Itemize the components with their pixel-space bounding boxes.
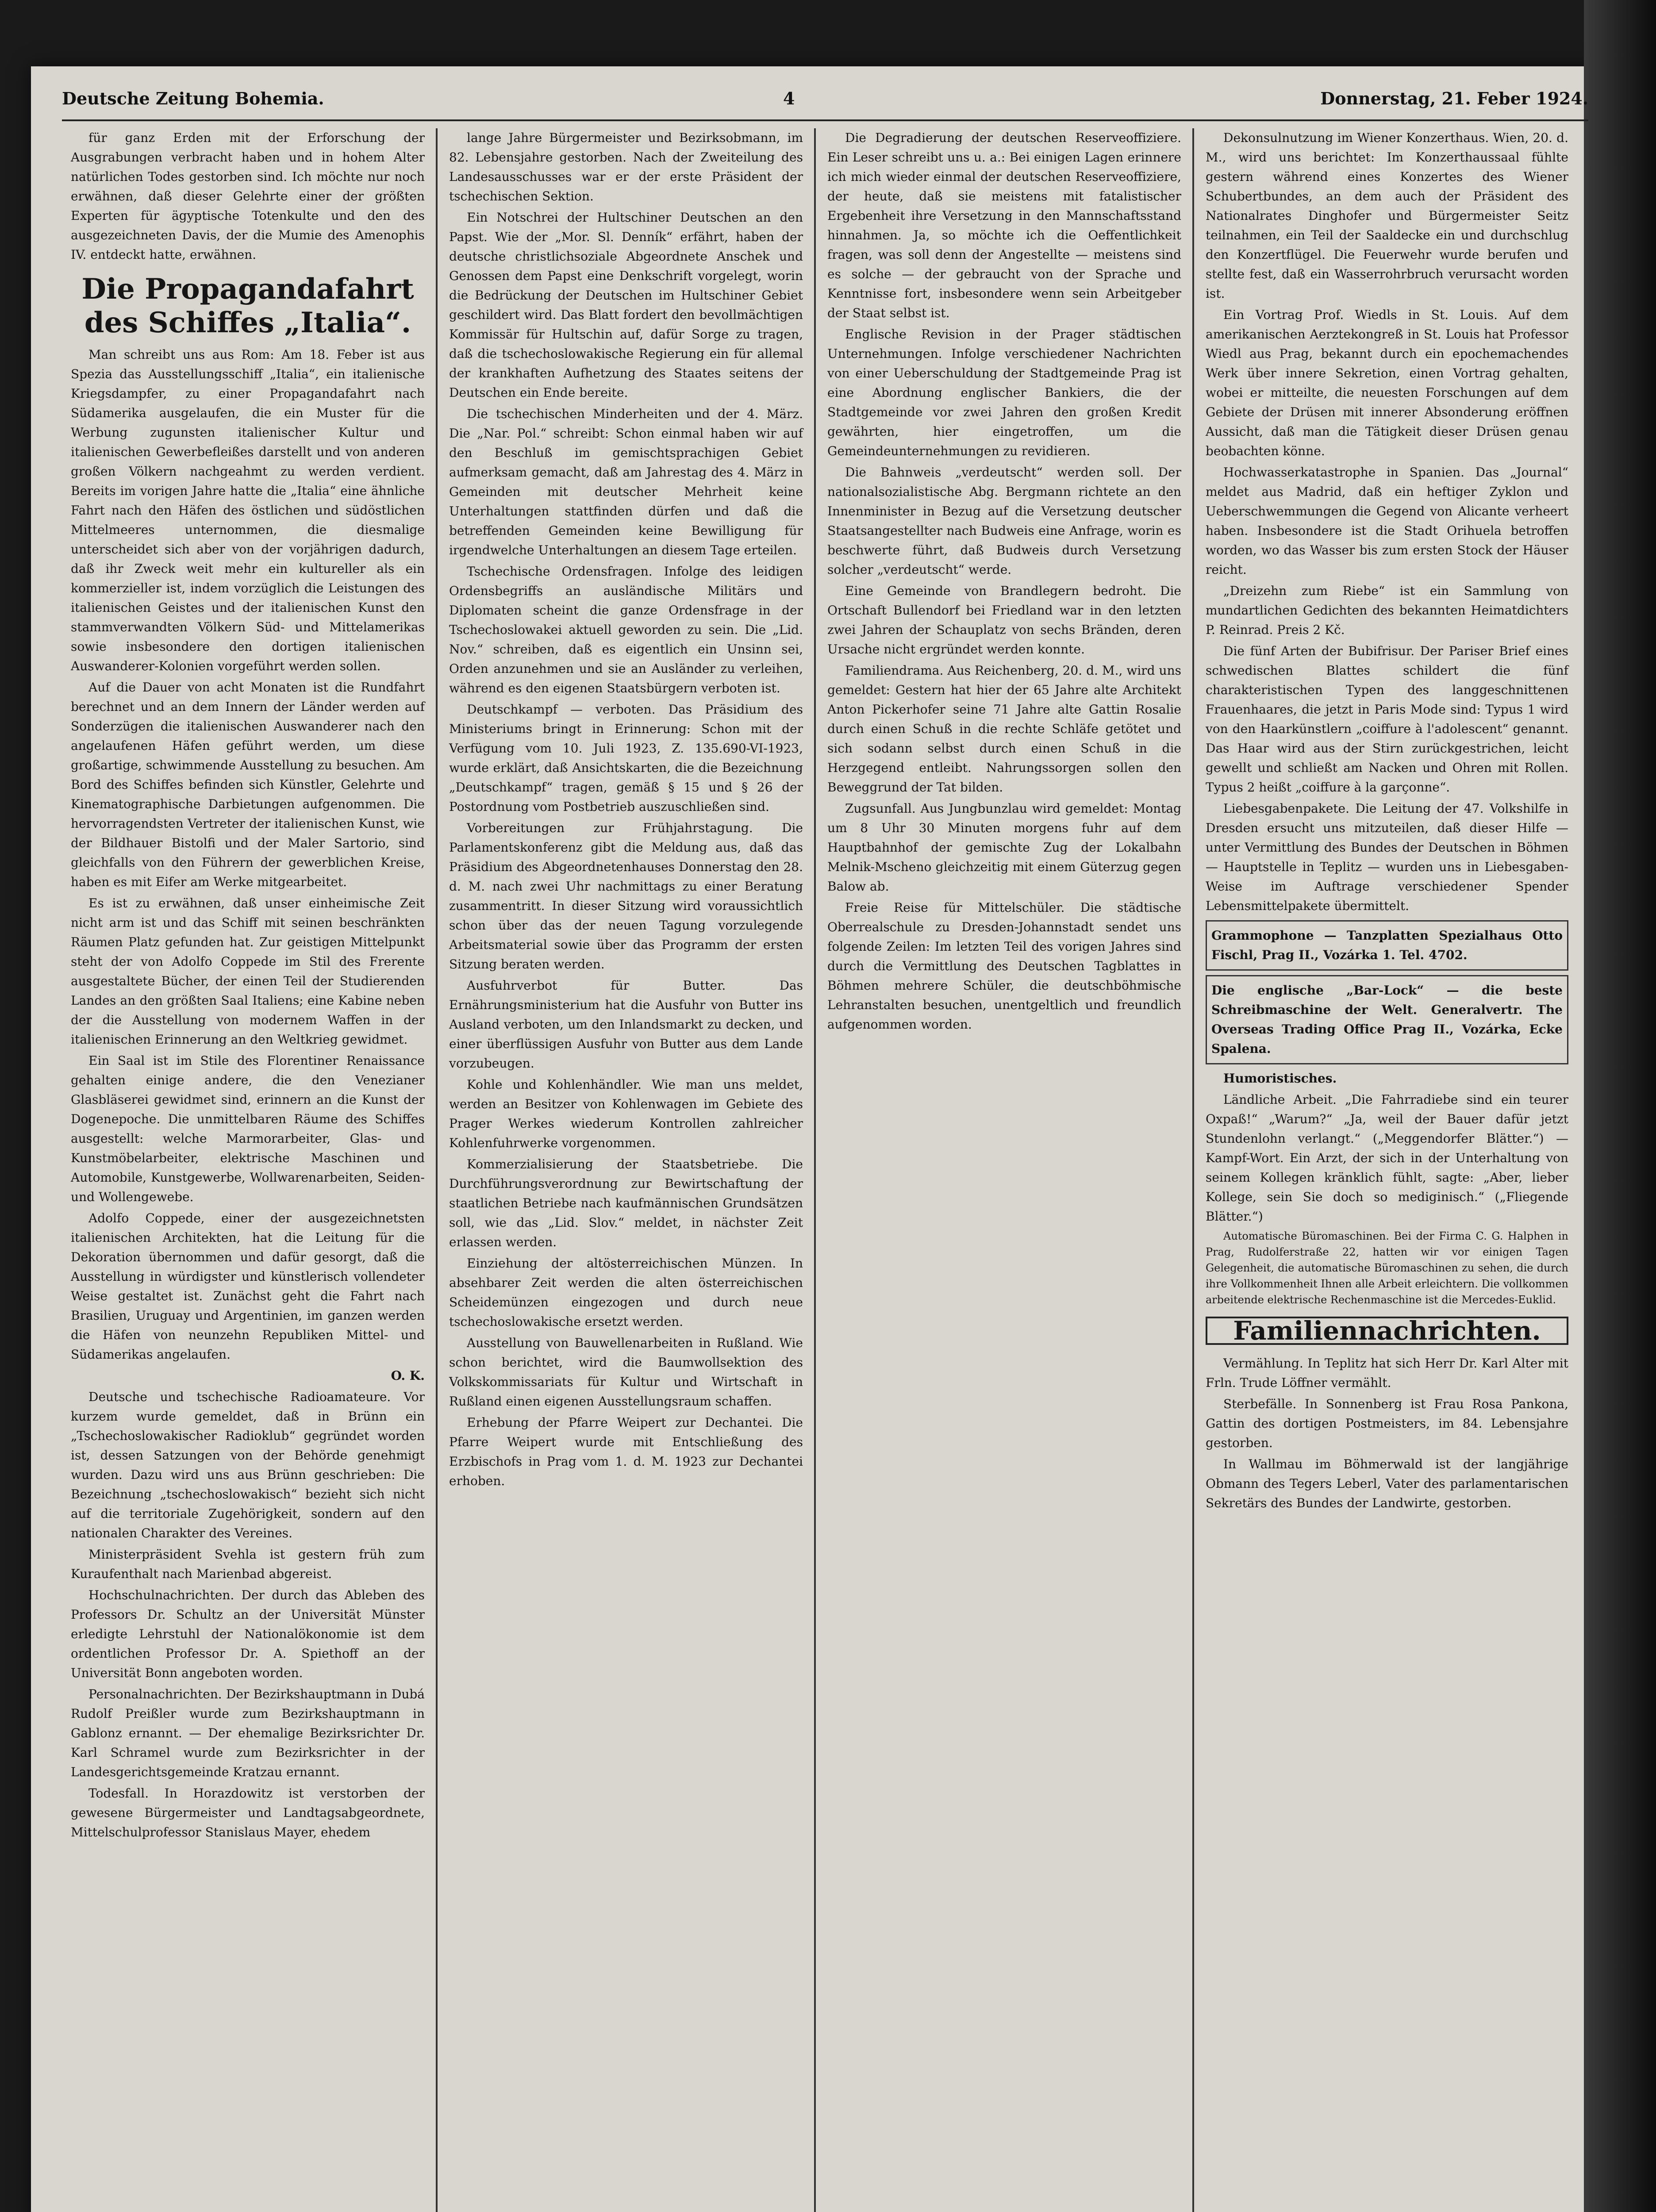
- advertisement: Die englische „Bar-Lock“ — die beste Schreibmaschine der Welt. Generalvertr. The Overseas Trading Office Prag II., Vozárka, Ecke Spalena.: [1206, 975, 1568, 1064]
- article-paragraph: Adolfo Coppede, einer der ausgezeichnetsten italienischen Architekten, hat die Leitung für die Dekoration übernommen und dafür gesorgt, daß die Ausstellung in würdigster und künstlerisch vollendeter Weise gestaltet ist. Zunächst geht die Fahrt nach Brasilien, Uruguay und Argentinien, im ganzen werden die Häfen von neunzehn Republiken Mittel- und Südamerikas angelaufen.: [71, 1211, 425, 1362]
- news-item: Die fünf Arten der Bubifrisur. Der Pariser Brief eines schwedischen Blattes schildert die fünf charakteristischen Typen des langgeschnittenen Frauenhaares, die jetzt in Paris Mode sind: Typus 1 wird von den Haarkünstlern „coiffure à l'adolescent“ genannt. Das Haar wird aus der Stirn zurückgestrichen, leicht gewellt und schließt am Nacken und Ohren mit Rollen. Typus 2 heißt „coiffure à la garçonne“.: [1206, 644, 1568, 795]
- advertisement: Grammophone — Tanzplatten Spezialhaus Otto Fischl, Prag II., Vozárka 1. Tel. 4702.: [1206, 920, 1568, 971]
- news-item: Vorbereitungen zur Frühjahrstagung. Die Parlamentskonferenz gibt die Meldung aus, daß das Präsidium des Abgeordnetenhauses Donnerstag den 28. d. M. nach zwei Uhr nachmittags zu einer Beratung zusammentritt. In dieser Sitzung wird voraussichtlich schon über das der neuen Tagung vorzulegende Arbeitsmaterial sowie über das Programm der ersten Sitzung beraten werden.: [449, 821, 803, 972]
- news-item: Deutschkampf — verboten. Das Präsidium des Ministeriums bringt in Erinnerung: Schon mit der Verfügung vom 10. Juli 1923, Z. 135.690-VI-1923, wurde erklärt, daß Ansichtskarten, die die Bezeichnung „Deutschkampf“ tragen, gemäß § 15 und § 26 der Postordnung vom Postbetrieb auszuschließen sind.: [449, 702, 803, 814]
- news-item: Die Degradierung der deutschen Reserveoffiziere. Ein Leser schreibt uns u. a.: Bei einigen Lagen erinnere ich mich wieder einmal der deutschen Reserveoffiziere, der heute, daß sie meistens mit fatalistischer Ergebenheit ihre Versetzung in den Mannschaftsstand hinnahmen. Ja, so möchte ich die Oeffentlichkeit fragen, was soll denn der Angestellte — meistens sind es solche — der gebraucht von der Sprache und Kenntnisse fort, insbesondere wenn sein Arbeitgeber der Staat selbst ist.: [827, 131, 1181, 320]
- news-item: Deutsche und tschechische Radioamateure. Vor kurzem wurde gemeldet, daß in Brünn ein „Tschechoslowakischer Radioklub“ gegründet worden ist, dessen Satzungen von der Behörde genehmigt wurden. Dazu wird uns aus Brünn geschrieben: Die Bezeichnung „tschechoslowakisch“ bezieht sich nicht auf die territoriale Zugehörigkeit, sondern auf den nationalen Charakter des Vereines.: [71, 1390, 425, 1540]
- family-item: Sterbefälle. In Sonnenberg ist Frau Rosa Pankona, Gattin des dortigen Postmeisters, im 84. Lebensjahre gestorben.: [1206, 1397, 1568, 1450]
- header-rule: [62, 119, 1588, 121]
- page-header: [62, 88, 1588, 115]
- news-item: Kohle und Kohlenhändler. Wie man uns meldet, werden an Besitzer von Kohlenwagen im Gebiete des Prager Werkes wiederum Kontrollen zahlreicher Kohlenfuhrwerke vorgenommen.: [449, 1077, 803, 1150]
- news-item: Englische Revision in der Prager städtischen Unternehmungen. Infolge verschiedener Nachrichten von einer Ueberschuldung der Stadtgemeinde Prag ist eine Abordnung englischer Bankiers, die der Stadtgemeinde vor zwei Jahren den großen Kredit gewährten, hier eingetroffen, um die Gemeindeunternehmungen zu revidieren.: [827, 327, 1181, 458]
- news-item: Ein Vortrag Prof. Wiedls in St. Louis. Auf dem amerikanischen Aerztekongreß in St. Louis hat Professor Wiedl aus Prag, bekannt durch ein epochemachendes Werk über innere Sekretion, einen Vortrag gehalten, wobei er mitteilte, die neuesten Forschungen auf dem Gebiete der Drüsen mit innerer Absonderung eröffnen Aussicht, daß man die Tätigkeit dieser Drüsen genau beobachten könne.: [1206, 307, 1568, 458]
- news-item: Hochschulnachrichten. Der durch das Ableben des Professors Dr. Schultz an der Universität Münster erledigte Lehrstuhl der Nationalökonomie ist dem ordentlichen Professor Dr. A. Spiethoff an der Universität Bonn angeboten worden.: [71, 1588, 425, 1680]
- news-item: lange Jahre Bürgermeister und Bezirksobmann, im 82. Lebensjahre gestorben. Nach der Zweiteilung des Landesausschusses war er der erste Präsident der tschechischen Sektion.: [449, 131, 803, 204]
- issue-date: Donnerstag, 21. Feber 1924.: [1320, 88, 1588, 108]
- news-item: Ministerpräsident Svehla ist gestern früh zum Kuraufenthalt nach Marienbad abgereist.: [71, 1547, 425, 1581]
- article-paragraph: Ein Saal ist im Stile des Florentiner Renaissance gehalten einige andere, die den Venezianer Glasbläserei gewidmet sind, erinnern an die Kunst der Dogenepoche. Die unmittelbaren Räume des Schiffes ausgestellt: welche Marmorarbeiter, Glas- und Kunstmöbelarbeiter, elektrische Maschinen und Automobile, Kunstgewerbe, Wollwarenarbeiten, Seiden- und Wollengewebe.: [71, 1053, 425, 1204]
- news-item: Freie Reise für Mittelschüler. Die städtische Oberrealschule zu Dresden-Johannstadt sendet uns folgende Zeilen: Im letzten Teil des vorigen Jahres sind durch die Vermittlung des Deutschen Tagblattes in Böhmen mehrere Schüler, die deutschböhmische Lehranstalten besuchen, unentgeltlich und freundlich aufgenommen worden.: [827, 900, 1181, 1032]
- news-item: Ein Notschrei der Hultschiner Deutschen an den Papst. Wie der „Mor. Sl. Denník“ erfährt, haben der deutsche christlichsoziale Abgeordnete Anschek und Genossen dem Papst eine Denkschrift vorgelegt, worin die Bedrückung der Deutschen im Hultschiner Gebiet geschildert wird. Das Blatt fordert den bevollmächtigen Kommissär für Hultschin auf, dafür Sorge zu tragen, daß die tschechoslowakische Regierung ein für allemal der krankhaften Aufhetzung des Staates seitens der Deutschen ein Ende bereite.: [449, 210, 803, 400]
- news-item: Tschechische Ordensfragen. Infolge des leidigen Ordensbegriffs an ausländische Militärs und Diplomaten scheint die ganze Ordensfrage in der Tschechoslowakei aktuell geworden zu sein. Die „Lid. Nov.“ schreiben, daß es eigentlich ein Unsinn sei, Orden anzunehmen und sie an Ausländer zu verleihen, während es den eigenen Staatsbürgern verboten ist.: [449, 564, 803, 695]
- news-item: Liebesgabenpakete. Die Leitung der 47. Volkshilfe in Dresden ersucht uns mitzuteilen, daß dieser Hilfe — unter Vermittlung des Bundes der Deutschen in Böhmen — Hauptstelle in Teplitz — wurden uns in Liebesgaben-Weise im Auftrage verschiedener Spender Lebensmittelpakete übermittelt.: [1206, 801, 1568, 913]
- column-divider: [814, 128, 816, 2212]
- article-paragraph: Es ist zu erwähnen, daß unser einheimische Zeit nicht arm ist und das Schiff mit seinen beschränkten Räumen Platz gefunden hat. Zur geistigen Mittelpunkt steht der von Adolfo Coppede im Stil des Frerente ausgestaltete Bücher, der einen Teil der Studierenden Landes an den größten Saal Italiens; eine Kabine neben der die Ausstellung von modernem Waffen in der italienischen Erinnerung an den Weltkrieg gewidmet.: [71, 896, 425, 1047]
- news-item: Personalnachrichten. Der Bezirkshauptmann in Dubá Rudolf Preißler wurde zum Bezirkshauptmann in Gablonz ernannt. — Der ehemalige Bezirksrichter Dr. Karl Schramel wurde zum Bezirksrichter in der Landesgerichtsgemeinde Kratzau ernannt.: [71, 1687, 425, 1779]
- column-divider: [436, 128, 438, 2212]
- news-item: Die Bahnweis „verdeutscht“ werden soll. Der nationalsozialistische Abg. Bergmann richtete an den Innenminister in Bezug auf die Versetzung deutscher Staatsangestellter nach Budweis eine Anfrage, worin es beschwerte führt, daß Budweis durch Versetzung solcher „verdeutscht“ werde.: [827, 465, 1181, 577]
- article-headline: Die Propagandafahrt des Schiffes „Italia“.: [81, 273, 414, 339]
- column-3: [827, 128, 1181, 1036]
- column-divider: [1192, 128, 1194, 2212]
- news-item: Dekonsulnutzung im Wiener Konzerthaus. Wien, 20. d. M., wird uns berichtet: Im Konzerthaussaal fühlte gestern während eines Konzertes des Wiener Schubertbundes, an dem auch der Präsident des Nationalrates Dinghofer und Bürgermeister Seitz teilnahmen, ein Teil der Saaldecke ein und durchschlug den Konzertflügel. Die Feuerwehr wurde berufen und stellte fest, daß ein Wasserrohrbruch verursacht worden ist.: [1206, 131, 1568, 301]
- news-item: Todesfall. In Horazdowitz ist verstorben der gewesene Bürgermeister und Landtagsabgeordnete, Mittelschulprofessor Stanislaus Mayer, ehedem: [71, 1786, 425, 1839]
- news-item: Ausfuhrverbot für Butter. Das Ernährungsministerium hat die Ausfuhr von Butter ins Ausland verboten, um den Inlandsmarkt zu decken, und einer überflüssigen Ausfuhr von Butter aus dem Lande vorzubeugen.: [449, 978, 803, 1071]
- news-item: Eine Gemeinde von Brandlegern bedroht. Die Ortschaft Bullendorf bei Friedland war in den letzten zwei Jahren der Schauplatz von sechs Bränden, deren Ursache nicht ergründet werden konnte.: [827, 584, 1181, 657]
- article-signature: O. K.: [391, 1368, 425, 1383]
- article-continuation: für ganz Erden mit der Erforschung der Ausgrabungen verbracht haben und in hohem Alter natürlichen Todes gestorben sind. Ich möchte nur noch erwähnen, daß dieser Gelehrte einer der größten Experten für ägyptische Totenkulte und den des ausgezeichneten Davis, der die Mumie des Amenophis IV. entdeckt hatte, erwähnen.: [71, 131, 425, 262]
- news-item: Ausstellung von Bauwellenarbeiten in Rußland. Wie schon berichtet, wird die Baumwollsektion des Volkskommissariats für Kultur und Wirtschaft in Rußland einen eigenen Ausstellungsraum schaffen.: [449, 1336, 803, 1409]
- humor-item: Ländliche Arbeit. „Die Fahrradiebe sind ein teurer Oxpaß!“ „Warum?“ „Ja, weil der Bauer dafür jetzt Stundenlohn verlangt.“ („Meggendorfer Blätter.“) — Kampf-Wort. Ein Arzt, der sich in der Unterhaltung von seinem Kollegen kränklich fühlt, sagte: „Aber, lieber Kollege, sein Sie doch so mediginisch.“ („Fliegende Blätter.“): [1206, 1092, 1568, 1224]
- column-2: [449, 128, 803, 1493]
- article-paragraph: Man schreibt uns aus Rom: Am 18. Feber ist aus Spezia das Ausstellungsschiff „Italia“, ein italienische Kriegsdampfer, zu einer Propagandafahrt nach Südamerika ausgelaufen, die ein Muster für die Werbung zugunsten italienischer Kultur und italienischen Gewerbefleißes darstellt und von anderen großen Völkern nachgeahmt zu werden verdient. Bereits im vorigen Jahre hatte die „Italia“ eine ähnliche Fahrt nach den Häfen des östlichen und südöstlichen Mittelmeeres unternommen, die diesmalige unterscheidet sich aber von der vorjährigen dadurch, daß ihr Zweck weit mehr ein kultureller als ein kommerzieller ist, indem vorzüglich die Leistungen des italienischen Geistes und der italienischen Kunst den stammverwandten Völkern Süd- und Mittelamerikas sowie insbesondere den dortigen italienischen Auswanderer-Kolonien vorgeführt werden sollen.: [71, 347, 425, 673]
- news-item: Erhebung der Pfarre Weipert zur Dechantei. Die Pfarre Weipert wurde mit Entschließung des Erzbischofs in Prag vom 1. d. M. 1923 zur Dechantei erhoben.: [449, 1415, 803, 1488]
- article-paragraph: Auf die Dauer von acht Monaten ist die Rundfahrt berechnet und an dem Innern der Länder werden auf Sonderzügen die italienischen Auswanderer nach den angelaufenen Häfen geführt werden, um diese großartige, schwimmende Ausstellung zu besuchen. Am Bord des Schiffes befinden sich Künstler, Gelehrte und Kinematographische Darbietungen aufgenommen. Die hervorragendsten Vertreter der italienischen Kunst, wie der Bildhauer Bistolfi und der Maler Sartorio, sind gleichfalls von den Führern der gewerblichen Kreise, haben es mit Eifer am Werke mitgearbeitet.: [71, 680, 425, 889]
- news-item: Einziehung der altösterreichischen Münzen. In absehbarer Zeit werden die alten österreichischen Scheidemünzen eingezogen und durch neue tschechoslowakische ersetzt werden.: [449, 1256, 803, 1329]
- news-item: Kommerzialisierung der Staatsbetriebe. Die Durchführungsverordnung zur Bewirtschaftung der staatlichen Betriebe nach kaufmännischen Grundsätzen soll, wie das „Lid. Slov.“ meldet, in nächster Zeit erlassen werden.: [449, 1157, 803, 1249]
- paper-name: Deutsche Zeitung Bohemia.: [62, 88, 324, 108]
- news-item: Zugsunfall. Aus Jungbunzlau wird gemeldet: Montag um 8 Uhr 30 Minuten morgens fuhr auf dem Hauptbahnhof der gemischte Zug der Lokalbahn Melnik-Mscheno gleichzeitig mit einem Güterzug gegen Balow ab.: [827, 801, 1181, 894]
- news-item: Hochwasserkatastrophe in Spanien. Das „Journal“ meldet aus Madrid, daß ein heftiger Zyklon und Ueberschwemmungen die Gegend von Alicante verheert haben. Insbesondere ist die Stadt Orihuela betroffen worden, wo das Wasser bis zum ersten Stock der Häuser reicht.: [1206, 465, 1568, 577]
- section-title: Humoristisches.: [1223, 1071, 1337, 1086]
- family-item: Vermählung. In Teplitz hat sich Herr Dr. Karl Alter mit Frln. Trude Löffner vermählt.: [1206, 1356, 1568, 1390]
- column-4: [1206, 128, 1568, 1515]
- page-binding-edge: [1584, 0, 1656, 2212]
- book-notice: „Dreizehn zum Riebe“ ist ein Sammlung von mundartlichen Gedichten des bekannten Heimatdichters P. Reinrad. Preis 2 Kč.: [1206, 584, 1568, 637]
- news-item: Automatische Büromaschinen. Bei der Firma C. G. Halphen in Prag, Rudolferstraße 22, hatten wir vor einigen Tagen Gelegenheit, die automatische Büromaschinen zu sehen, die durch ihre Vollkommenheit Ihnen alle Arbeit erleichtern. Die vollkommen arbeitende elektrische Rechenmaschine ist die Mercedes-Euklid.: [1206, 1230, 1568, 1306]
- family-news-heading: Familiennachrichten.: [1206, 1317, 1568, 1345]
- page-number: 4: [783, 88, 795, 108]
- column-1: [71, 128, 425, 1844]
- news-item: Die tschechischen Minderheiten und der 4. März. Die „Nar. Pol.“ schreibt: Schon einmal haben wir auf den Beschluß im gemischtsprachigen Gebiet aufmerksam gemacht, daß am Jahrestag des 4. März in Gemeinden mit deutscher Mehrheit keine Unterhaltungen stattfinden dürfen und daß die betreffenden Gemeinden keine Bewilligung für irgendwelche Unterhaltungen an diesem Tage erteilen.: [449, 407, 803, 557]
- family-item: In Wallmau im Böhmerwald ist der langjährige Obmann des Tegers Leberl, Vater des parlamentarischen Sekretärs des Bundes der Landwirte, gestorben.: [1206, 1457, 1568, 1510]
- news-item: Familiendrama. Aus Reichenberg, 20. d. M., wird uns gemeldet: Gestern hat hier der 65 Jahre alte Architekt Anton Pickerhofer seine 71 Jahre alte Gattin Rosalie durch einen Schuß in die rechte Schläfe getötet und sich sodann selbst durch einen Schuß in die Herzgegend entleibt. Nahrungssorgen sollen den Beweggrund der Tat bilden.: [827, 663, 1181, 795]
